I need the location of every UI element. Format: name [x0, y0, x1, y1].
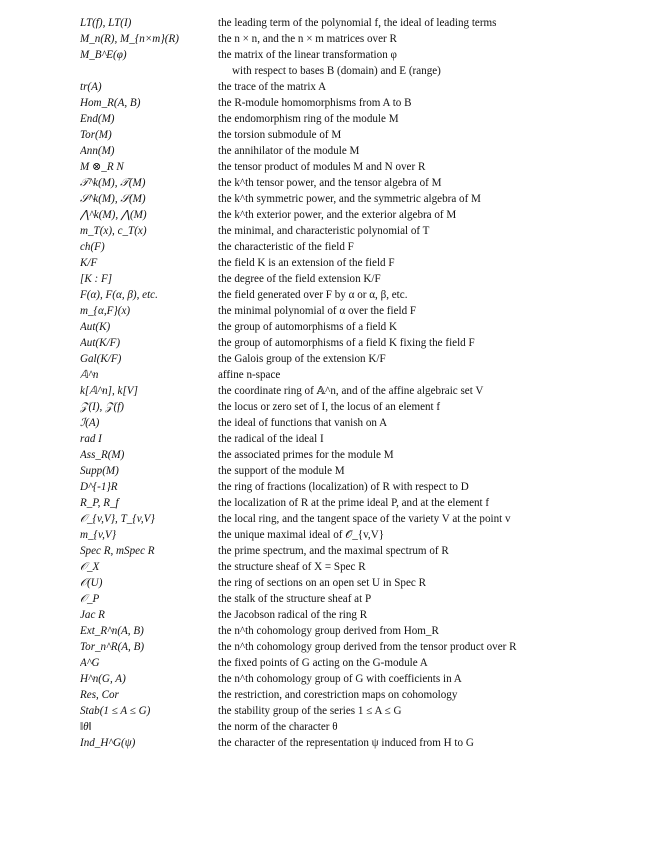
- notation-symbol: m_{α,F}(x): [80, 305, 131, 317]
- notation-description: the k^th exterior power, and the exterior algebra of M: [218, 209, 457, 221]
- notation-symbol: Tor_n^R(A, B): [80, 641, 145, 653]
- notation-description: the fixed points of G acting on the G-module A: [218, 657, 428, 669]
- notation-row: [80, 543, 600, 559]
- notation-symbol: 𝒮^k(M), 𝒮(M): [80, 193, 146, 205]
- notation-row: [80, 591, 600, 607]
- notation-symbol: ‖θ‖: [80, 721, 92, 733]
- notation-row: [80, 335, 600, 351]
- notation-description: the structure sheaf of X = Spec R: [218, 561, 366, 573]
- notation-description: the degree of the field extension K/F: [218, 273, 381, 285]
- notation-description: the stalk of the structure sheaf at P: [218, 593, 372, 605]
- notation-description: the torsion submodule of M: [218, 129, 342, 141]
- notation-description: the characteristic of the field F: [218, 241, 354, 253]
- notation-symbol: 𝒵(I), 𝒵(f): [80, 401, 124, 413]
- notation-symbol: Spec R, mSpec R: [80, 545, 155, 557]
- notation-description: the endomorphism ring of the module M: [218, 113, 399, 125]
- notation-symbol: Aut(K/F): [80, 337, 121, 349]
- notation-row: [80, 495, 600, 511]
- notation-table: [80, 15, 600, 751]
- notation-description: the k^th tensor power, and the tensor algebra of M: [218, 177, 442, 189]
- notation-description: the Galois group of the extension K/F: [218, 353, 386, 365]
- notation-symbol: 𝒪_{v,V}, T_{v,V}: [80, 513, 155, 525]
- notation-row: [80, 559, 600, 575]
- notation-description: the k^th symmetric power, and the symmetric algebra of M: [218, 193, 481, 205]
- notation-row: [80, 15, 600, 31]
- notation-row: [80, 511, 600, 527]
- notation-row: [80, 447, 600, 463]
- notation-description: the restriction, and corestriction maps on cohomology: [218, 689, 458, 701]
- notation-row: [80, 671, 600, 687]
- notation-symbol: Jac R: [80, 609, 105, 621]
- notation-symbol: 𝒯^k(M), 𝒯(M): [80, 177, 146, 189]
- notation-description: with respect to bases B (domain) and E (range): [232, 65, 441, 77]
- notation-symbol: LT(f), LT(I): [80, 17, 132, 29]
- notation-row: [80, 31, 600, 47]
- notation-row: [80, 191, 600, 207]
- notation-description: the group of automorphisms of a field K fixing the field F: [218, 337, 475, 349]
- notation-description: the matrix of the linear transformation φ: [218, 49, 397, 61]
- notation-description: the R-module homomorphisms from A to B: [218, 97, 412, 109]
- notation-row: [80, 239, 600, 255]
- notation-row: [80, 431, 600, 447]
- notation-row: [80, 575, 600, 591]
- notation-symbol: Ann(M): [80, 145, 115, 157]
- notation-symbol: D^{-1}R: [80, 481, 118, 493]
- notation-symbol: k[𝔸^n], k[V]: [80, 385, 138, 397]
- notation-symbol: R_P, R_f: [80, 497, 119, 509]
- notation-row: [80, 287, 600, 303]
- notation-row: [80, 207, 600, 223]
- notation-description: the n^th cohomology group derived from Hom_R: [218, 625, 439, 637]
- notation-row: [80, 79, 600, 95]
- notation-symbol: Ext_R^n(A, B): [80, 625, 144, 637]
- notation-description: the annihilator of the module M: [218, 145, 360, 157]
- notation-description: the n^th cohomology group of G with coefficients in A: [218, 673, 462, 685]
- notation-symbol: Res, Cor: [80, 689, 119, 701]
- notation-symbol: K/F: [80, 257, 98, 269]
- notation-description: the minimal, and characteristic polynomial of T: [218, 225, 430, 237]
- notation-description: the n^th cohomology group derived from the tensor product over R: [218, 641, 517, 653]
- notation-description: the localization of R at the prime ideal P, and at the element f: [218, 497, 490, 509]
- notation-row: [80, 159, 600, 175]
- notation-row: [80, 143, 600, 159]
- notation-row: [80, 175, 600, 191]
- notation-description: the ring of fractions (localization) of R with respect to D: [218, 481, 469, 493]
- notation-symbol: Ass_R(M): [80, 449, 125, 461]
- notation-description: the support of the module M: [218, 465, 345, 477]
- notation-row: [80, 319, 600, 335]
- notation-symbol: 𝔸^n: [80, 369, 99, 381]
- notation-symbol: Stab(1 ≤ A ≤ G): [80, 705, 151, 717]
- notation-row: [80, 63, 600, 79]
- notation-row: [80, 607, 600, 623]
- notation-symbol: Tor(M): [80, 129, 112, 141]
- notation-symbol: [K : F]: [80, 273, 113, 285]
- notation-description: the leading term of the polynomial f, the ideal of leading terms: [218, 17, 497, 29]
- notation-description: the tensor product of modules M and N over R: [218, 161, 426, 173]
- notation-symbol: 𝒪_P: [80, 593, 100, 605]
- notation-symbol: ch(F): [80, 241, 105, 253]
- notation-symbol: rad I: [80, 433, 102, 445]
- notation-row: [80, 271, 600, 287]
- notation-symbol: Gal(K/F): [80, 353, 122, 365]
- notation-symbol: Hom_R(A, B): [80, 97, 141, 109]
- notation-description: the coordinate ring of 𝔸^n, and of the affine algebraic set V: [218, 385, 484, 397]
- notation-description: the character of the representation ψ induced from H to G: [218, 737, 474, 749]
- notation-description: the prime spectrum, and the maximal spectrum of R: [218, 545, 449, 557]
- notation-description: the radical of the ideal I: [218, 433, 324, 445]
- notation-symbol: Ind_H^G(ψ): [80, 737, 136, 749]
- notation-row: [80, 223, 600, 239]
- notation-row: [80, 367, 600, 383]
- notation-row: [80, 479, 600, 495]
- notation-symbol: M_B^E(φ): [80, 49, 127, 61]
- notation-description: the unique maximal ideal of 𝒪_{v,V}: [218, 529, 385, 541]
- notation-row: [80, 655, 600, 671]
- notation-description: the n × n, and the n × m matrices over R: [218, 33, 397, 45]
- notation-symbol: tr(A): [80, 81, 102, 93]
- notation-symbol: ⋀^k(M), ⋀(M): [80, 209, 147, 221]
- notation-symbol: Aut(K): [80, 321, 111, 333]
- notation-description: the trace of the matrix A: [218, 81, 327, 93]
- notation-description: the field generated over F by α or α, β, etc.: [218, 289, 408, 301]
- notation-symbol: End(M): [80, 113, 115, 125]
- notation-row: [80, 463, 600, 479]
- notation-row: [80, 95, 600, 111]
- notation-description: affine n-space: [218, 369, 281, 381]
- notation-row: [80, 47, 600, 63]
- notation-row: [80, 111, 600, 127]
- notation-symbol: F(α), F(α, β), etc.: [80, 289, 158, 301]
- notation-description: the stability group of the series 1 ≤ A ≤ G: [218, 705, 402, 717]
- notation-row: [80, 127, 600, 143]
- notation-symbol: M ⊗_R N: [80, 161, 124, 173]
- notation-row: [80, 351, 600, 367]
- notation-row: [80, 703, 600, 719]
- notation-row: [80, 399, 600, 415]
- notation-description: the locus or zero set of I, the locus of an element f: [218, 401, 441, 413]
- notation-description: the norm of the character θ: [218, 721, 338, 733]
- notation-description: the Jacobson radical of the ring R: [218, 609, 368, 621]
- notation-symbol: m_T(x), c_T(x): [80, 225, 147, 237]
- notation-row: [80, 735, 600, 751]
- notation-row: [80, 415, 600, 431]
- notation-row: [80, 527, 600, 543]
- notation-description: the ideal of functions that vanish on A: [218, 417, 388, 429]
- notation-description: the field K is an extension of the field F: [218, 257, 395, 269]
- notation-row: [80, 255, 600, 271]
- notation-symbol: H^n(G, A): [80, 673, 126, 685]
- notation-symbol: 𝒪(U): [80, 577, 103, 589]
- notation-symbol: M_n(R), M_{n×m}(R): [80, 33, 179, 45]
- notation-row: [80, 623, 600, 639]
- notation-row: [80, 719, 600, 735]
- notation-symbol: 𝒪_X: [80, 561, 100, 573]
- notation-description: the ring of sections on an open set U in Spec R: [218, 577, 426, 589]
- notation-symbol: A^G: [80, 657, 100, 669]
- notation-row: [80, 639, 600, 655]
- notation-row: [80, 303, 600, 319]
- notation-symbol: Supp(M): [80, 465, 119, 477]
- notation-description: the local ring, and the tangent space of the variety V at the point v: [218, 513, 511, 525]
- notation-description: the group of automorphisms of a field K: [218, 321, 398, 333]
- notation-symbol: m_{v,V}: [80, 529, 117, 541]
- notation-row: [80, 687, 600, 703]
- notation-row: [80, 383, 600, 399]
- notation-description: the associated primes for the module M: [218, 449, 394, 461]
- notation-symbol: ℐ(A): [80, 417, 100, 429]
- notation-description: the minimal polynomial of α over the field F: [218, 305, 417, 317]
